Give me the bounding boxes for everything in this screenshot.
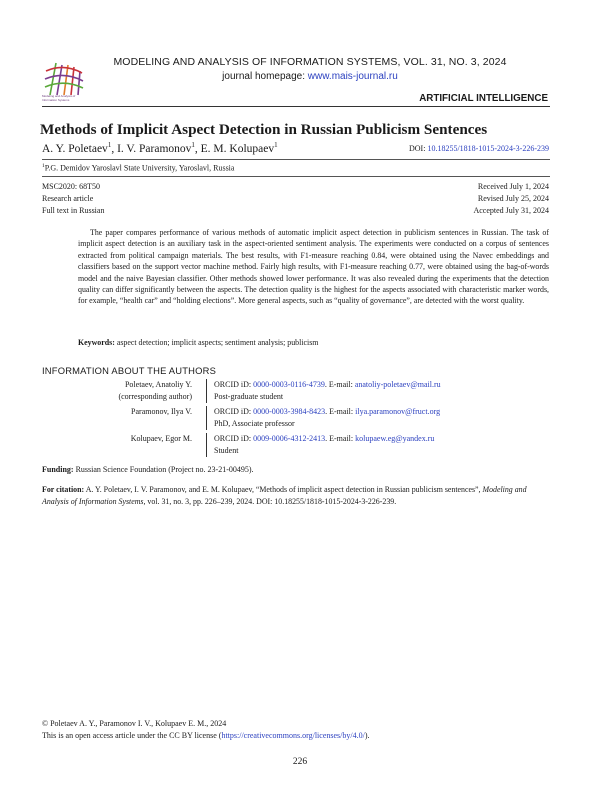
email-link[interactable]: kolupaew.eg@yandex.ru	[355, 434, 435, 443]
author-info-name: Paramonov, Ilya V.	[131, 407, 192, 416]
copyright-line: © Poletaev A. Y., Paramonov I. V., Kolupaev E. M., 2024	[42, 719, 227, 728]
author-position: Post-graduate student	[214, 392, 284, 402]
affiliation: $^1$P.G. Demidov Yaroslavl State University, Yaroslavl, Russia	[42, 163, 235, 173]
copyright	[42, 718, 370, 742]
email-link[interactable]: ilya.paramonov@fruct.org	[355, 407, 441, 416]
author-info-name: Kolupaev, Egor M.	[130, 434, 192, 443]
author-info-details: ORCID iD: 0000-0003-3984-8423. E-mail: ilya.paramonov@fruct.org PhD, Associate professor	[214, 406, 440, 430]
msc-code: MSC2020: 68T50	[42, 182, 101, 191]
journal-info: MODELING AND ANALYSIS OF INFORMATION SYSTEMS, VOL. 31, NO. 3, 2024	[113, 56, 507, 68]
article-meta	[42, 181, 104, 218]
author-list	[42, 141, 278, 155]
doi	[409, 144, 549, 153]
logo-caption: Modeling and Analysis of Information Systems	[42, 94, 76, 102]
author-1: A. Y. Poletaev$^1$,	[42, 141, 118, 155]
keywords: Keywords: aspect detection; implicit aspects; sentiment analysis; publicism	[78, 338, 319, 347]
homepage-label: journal homepage:	[222, 71, 306, 82]
license-line: This is an open access article under the CC BY license (https://creativecommons.org/licenses/by/4.0/).	[42, 731, 370, 740]
author-position: PhD, Associate professor	[214, 419, 295, 429]
funding: Funding: Russian Science Foundation (Project no. 23-21-00495).	[42, 465, 254, 474]
doi-label: DOI:	[409, 144, 426, 153]
author-info-details: ORCID iD: 0000-0003-0116-4739. E-mail: anatoliy-poletaev@mail.ru Post-graduate student	[214, 379, 441, 403]
orcid-link[interactable]: 0009-0006-4312-2413	[253, 434, 326, 443]
paper-title: Methods of Implicit Aspect Detection in Russian Publicism Sentences	[40, 121, 488, 138]
orcid-link[interactable]: 0000-0003-0116-4739	[253, 380, 325, 389]
article-dates	[473, 181, 549, 218]
abstract: The paper compares performance of various methods of automatic implicit aspect detection in publicism sentences in Russian. The task of implicit aspect detection is an auxiliary task in the aspect-oriented sentiment analysis. The experiments were conducted on a corpus of sentences extracted from political campaign materials. The best results, with F1-measure reaching 0.84, were obtained using the Navec embeddings and classifiers based on the support vector machine method. Fairly high results, with F1-measure reaching 0.77, were obtained using the bag-of-words model and the naive Bayesian classifier. Other methods showed lower performance. It was also revealed during the experiments that the detection quality can differ significantly between the aspects. The detection quality is the highest for the aspects associated with characteristic marker words, for example, “health car” and “holding elections”. More general aspects, such as “quality of governance”, are detected with the worst quality.	[78, 228, 549, 306]
author-info-divider	[206, 433, 207, 457]
header-divider	[42, 106, 550, 107]
journal-homepage	[100, 71, 520, 82]
license-link[interactable]: https://creativecommons.org/licenses/by/4.0/	[221, 731, 365, 740]
email-link[interactable]: anatoliy-poletaev@mail.ru	[354, 380, 441, 389]
affiliation-divider-top	[42, 159, 550, 160]
revised-date: Revised July 25, 2024	[477, 194, 549, 204]
doi-link[interactable]: 10.18255/1818-1015-2024-3-226-239	[427, 144, 549, 153]
affiliation-divider-bottom	[42, 176, 550, 177]
authors-info-heading: INFORMATION ABOUT THE AUTHORS	[42, 365, 217, 376]
author-2: I. V. Paramonov$^1$,	[117, 141, 201, 155]
author-info-name: Poletaev, Anatoliy Y. (corresponding author)	[118, 380, 192, 402]
author-3: E. M. Kolupaev$^1$	[200, 141, 278, 155]
page-number: 226	[292, 757, 308, 767]
citation-journal: Modeling and Analysis of Information Systems	[42, 485, 527, 506]
article-type: Research article	[42, 194, 94, 204]
received-date: Received July 1, 2024	[477, 182, 549, 191]
author-position: Student	[214, 446, 239, 456]
author-info-divider	[206, 379, 207, 403]
orcid-link[interactable]: 0000-0003-3984-8423	[253, 407, 326, 416]
author-info-divider	[206, 406, 207, 430]
accepted-date: Accepted July 31, 2024	[473, 206, 549, 216]
section-label: ARTIFICIAL INTELLIGENCE	[419, 93, 548, 104]
author-info-details: ORCID iD: 0009-0006-4312-2413. E-mail: kolupaew.eg@yandex.ru Student	[214, 433, 434, 457]
homepage-link[interactable]: www.mais-journal.ru	[307, 71, 398, 82]
article-language: Full text in Russian	[42, 206, 105, 216]
citation: For citation: A. Y. Poletaev, I. V. Paramonov, and E. M. Kolupaev, “Methods of implicit aspect detection in Russian publicism sentences”, Modeling and Analysis of Information Systems, vol. 31, no. 3, pp. 226–239, 2024. DOI: 10.18255/1818-1015-2024-3-226-239.	[42, 485, 527, 506]
